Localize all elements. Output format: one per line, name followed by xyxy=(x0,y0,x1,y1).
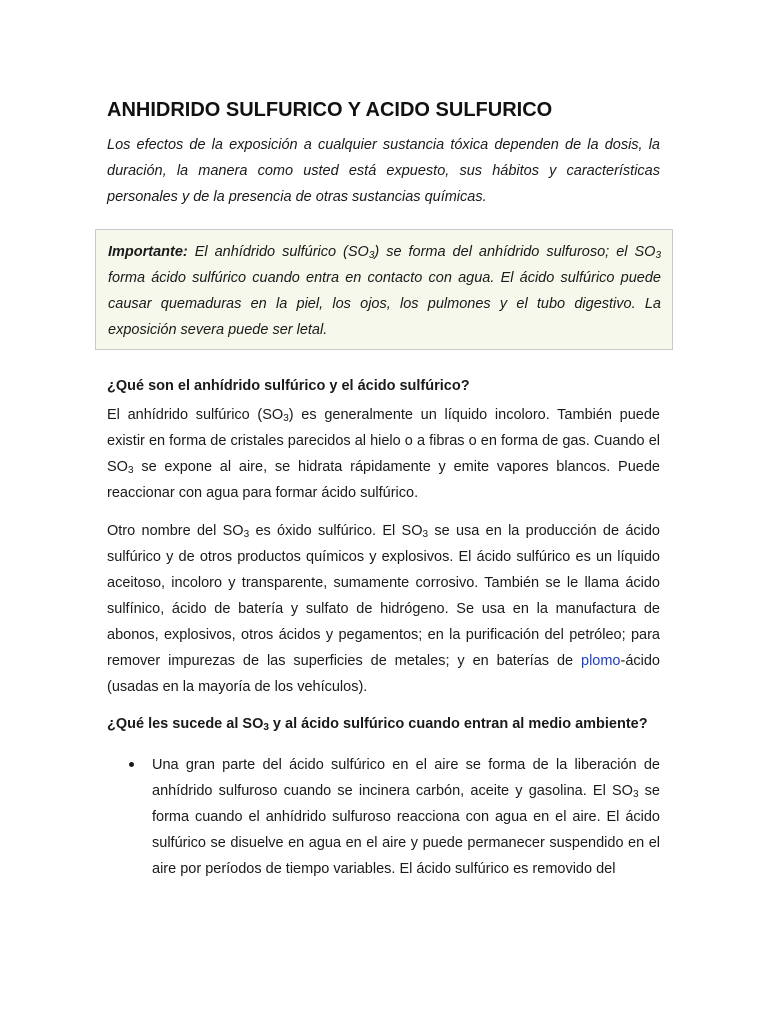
note-text-part: ) se forma del anhídrido sulfuroso; el SO xyxy=(374,244,656,260)
subscript-3: 3 xyxy=(283,413,289,424)
subscript-3: 3 xyxy=(368,250,375,261)
heading-text: y al ácido sulfúrico cuando entran al medio ambiente? xyxy=(268,716,648,732)
paragraph-description xyxy=(107,402,660,506)
paragraph-text: se usa en la producción de ácido sulfúrico y de otros productos químicos y explosivos. El ácido sulfúrico es un líquido aceitoso, incoloro y transparente, sumamente corrosivo. También se le llama ácido sulfínico, ácido de batería y sulfato de hidrógeno. Se usa en la manufactura de abonos, explosivos, otros ácidos y pegamentos; en la purificación del petróleo; para remover impurezas de las superficies de metales; y en baterías de xyxy=(107,523,661,669)
subscript-3: 3 xyxy=(655,250,661,261)
bullet-text-part: se forma cuando el anhídrido sulfuroso reacciona con agua en el aire. El ácido sulfúrico se disuelve en agua en el aire y puede permanecer suspendido en el aire por períodos de tiempo variables. El ácido sulfúrico es removido del xyxy=(152,783,660,877)
note-text-part: forma ácido sulfúrico cuando entra en contacto con agua. El ácido sulfúrico puede causar quemaduras en la piel, los ojos, los pulmones y el tubo digestivo. La exposición severa puede ser letal. xyxy=(108,270,661,338)
paragraph-text: es óxido sulfúrico. El SO xyxy=(249,523,423,539)
subscript-3: 3 xyxy=(243,529,250,540)
subscript-3: 3 xyxy=(632,789,639,800)
paragraph-text: El anhídrido sulfúrico (SO xyxy=(107,407,284,423)
plomo-link[interactable]: plomo xyxy=(581,653,621,669)
bullet-text-part: Una gran parte del ácido sulfúrico en el aire se forma de la liberación de anhídrido sulfuroso cuando se incinera carbón, aceite y gasolina. El SO xyxy=(152,757,660,799)
section-heading-what-are: ¿Qué son el anhídrido sulfúrico y el ácido sulfúrico? xyxy=(107,378,470,394)
list-item xyxy=(107,752,660,882)
page-title: ANHIDRIDO SULFURICO Y ACIDO SULFURICO xyxy=(107,99,553,121)
paragraph-text: -ácido (usadas en la mayoría de los vehículos). xyxy=(107,653,660,695)
subscript-3: 3 xyxy=(422,529,429,540)
important-note-text xyxy=(108,239,661,343)
paragraph-text: ) es generalmente un líquido incoloro. También puede existir en forma de cristales parecidos al hielo o a fibras o en forma de gas. Cuando el SO xyxy=(107,407,660,475)
heading-text: ¿Qué les sucede al SO xyxy=(107,716,264,732)
paragraph-text: Otro nombre del SO xyxy=(107,523,244,539)
important-note-box xyxy=(95,229,673,350)
section-heading-environment xyxy=(107,716,660,733)
bullet-icon xyxy=(129,762,134,767)
subscript-3: 3 xyxy=(263,722,269,733)
note-text-part: El anhídrido sulfúrico (SO xyxy=(187,244,369,260)
paragraph-text: se expone al aire, se hidrata rápidamente y emite vapores blancos. Puede reaccionar con agua para formar ácido sulfúrico. xyxy=(107,459,660,501)
environment-bullet-list xyxy=(107,752,660,882)
bullet-text xyxy=(152,752,660,882)
paragraph-uses xyxy=(107,518,660,700)
intro-paragraph: Los efectos de la exposición a cualquier sustancia tóxica dependen de la dosis, la duración, la manera como usted está expuesto, sus hábitos y características personales y de la presencia de otras sustancias químicas. xyxy=(107,137,660,205)
important-label: Importante: xyxy=(108,244,188,260)
subscript-3: 3 xyxy=(127,465,134,476)
